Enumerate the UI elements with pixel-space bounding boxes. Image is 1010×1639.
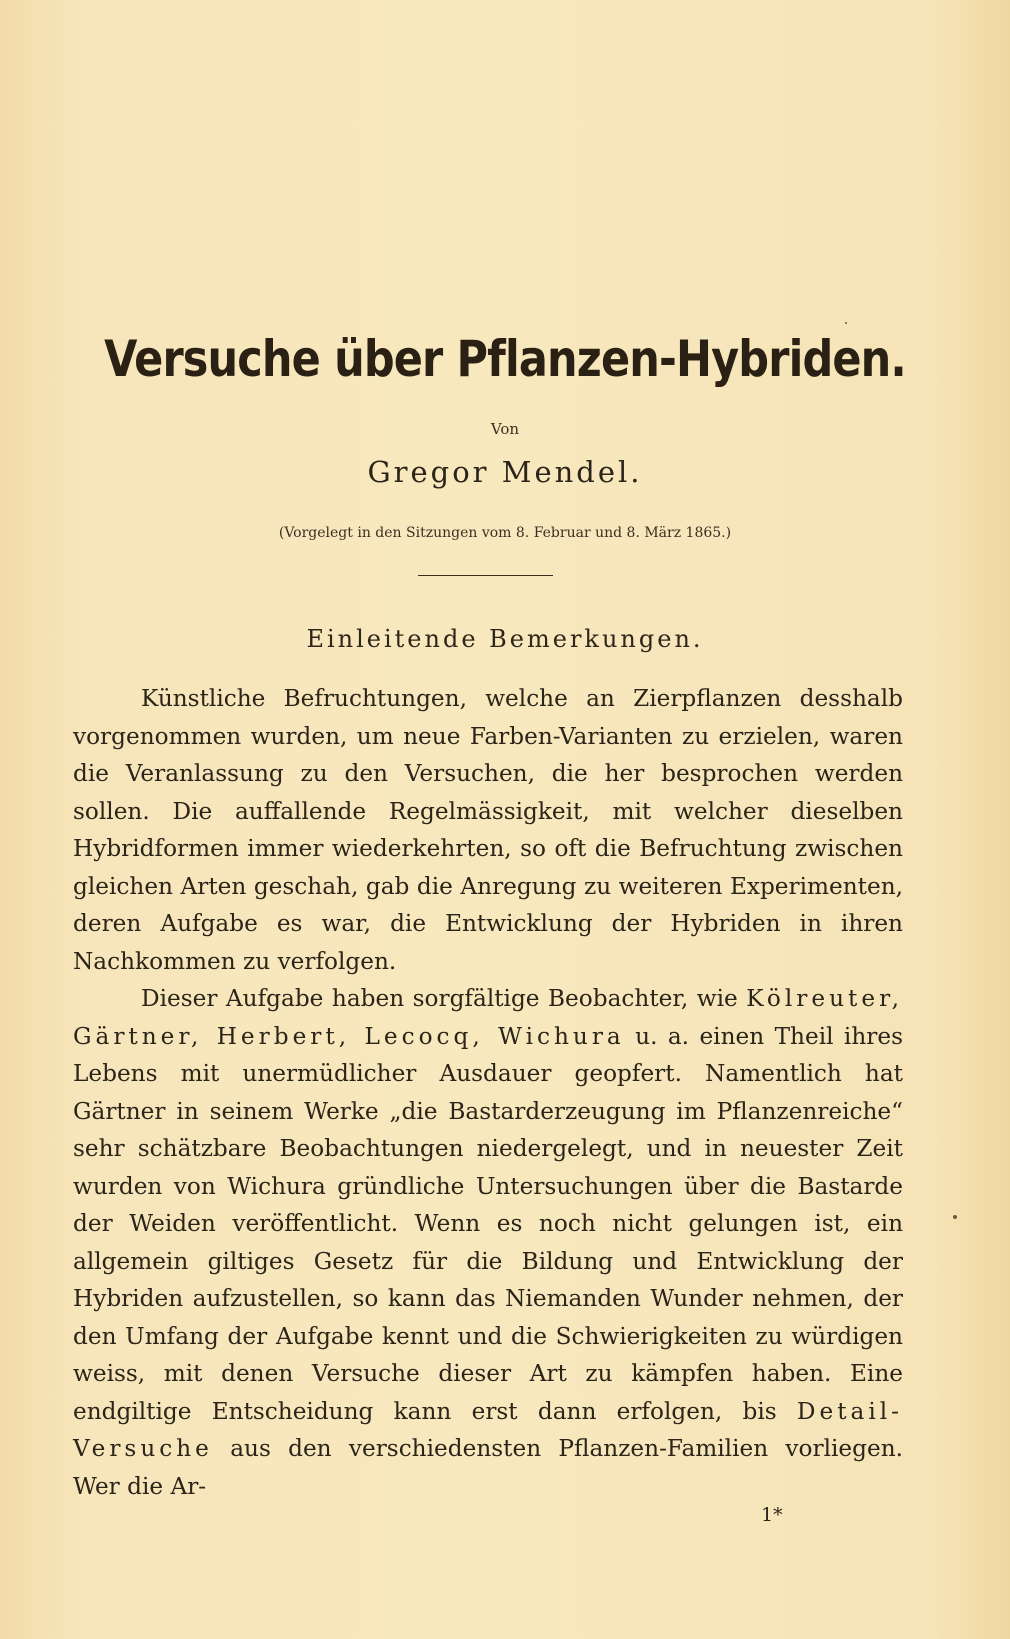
- title-divider: [418, 575, 553, 576]
- body-text: [73, 680, 903, 1505]
- author-name: Gregor Mendel.: [367, 455, 643, 489]
- paragraph-1: Künstliche Befruchtungen, welche an Zierpflanzen desshalb vorgenommen wurden, um neue Farben-Varianten zu erzielen, waren die Veranlassung zu den Versuchen, die her besprochen werden sollen. Die auffallende Regelmässigkeit, mit welcher dieselben Hybridformen immer wiederkehrten, so oft die Befruchtung zwischen gleichen Arten geschah, gab die Anregung zu weiteren Experimenten, deren Aufgabe es war, die Entwicklung der Hybriden in ihren Nachkommen zu verfolgen.: [73, 685, 903, 975]
- presented-note: (Vorgelegt in den Sitzungen vom 8. Februar und 8. März 1865.): [278, 525, 732, 541]
- paper-speck: [953, 1215, 957, 1219]
- page-folio: 1*: [761, 1504, 783, 1526]
- byline-von: Von: [490, 420, 520, 438]
- paragraph-2-names: Kölreuter, Gärtner, Herbert, Lecocq, Wichura: [73, 985, 903, 1050]
- paragraph-2-middle: u. a. einen Theil ihres Lebens mit unermüdlicher Ausdauer geopfert. Namentlich hat Gärtner in seinem Werke „die Bastarderzeugung im Pflanzenreiche“ sehr schätzbare Beobachtungen niedergelegt, und in neuester Zeit wurden von Wichura gründliche Untersuchungen über die Bastarde der Weiden veröffentlicht. Wenn es noch nicht gelungen ist, ein allgemein giltiges Gesetz für die Bildung und Entwicklung der Hybriden aufzustellen, so kann das Niemanden Wunder nehmen, der den Umfang der Aufgabe kennt und die Schwierigkeiten zu würdigen weiss, mit denen Versuche dieser Art zu kämpfen haben. Eine endgiltige Entscheidung kann erst dann erfolgen, bis: [73, 1022, 903, 1425]
- paragraph-2: [73, 980, 903, 1505]
- paragraph-2-end: aus den verschiedensten Pflanzen-Familien vorliegen. Wer die Ar-: [73, 1435, 903, 1500]
- page-title: Versuche über Pflanzen-Hybriden.: [104, 330, 906, 388]
- paragraph-2-intro: Dieser Aufgabe haben sorgfältige Beobachter, wie: [141, 985, 738, 1012]
- section-heading: Einleitende Bemerkungen.: [306, 625, 704, 653]
- paragraph-2-emphasis: Detail-Versuche: [73, 1397, 903, 1462]
- paper-speck: [845, 322, 847, 324]
